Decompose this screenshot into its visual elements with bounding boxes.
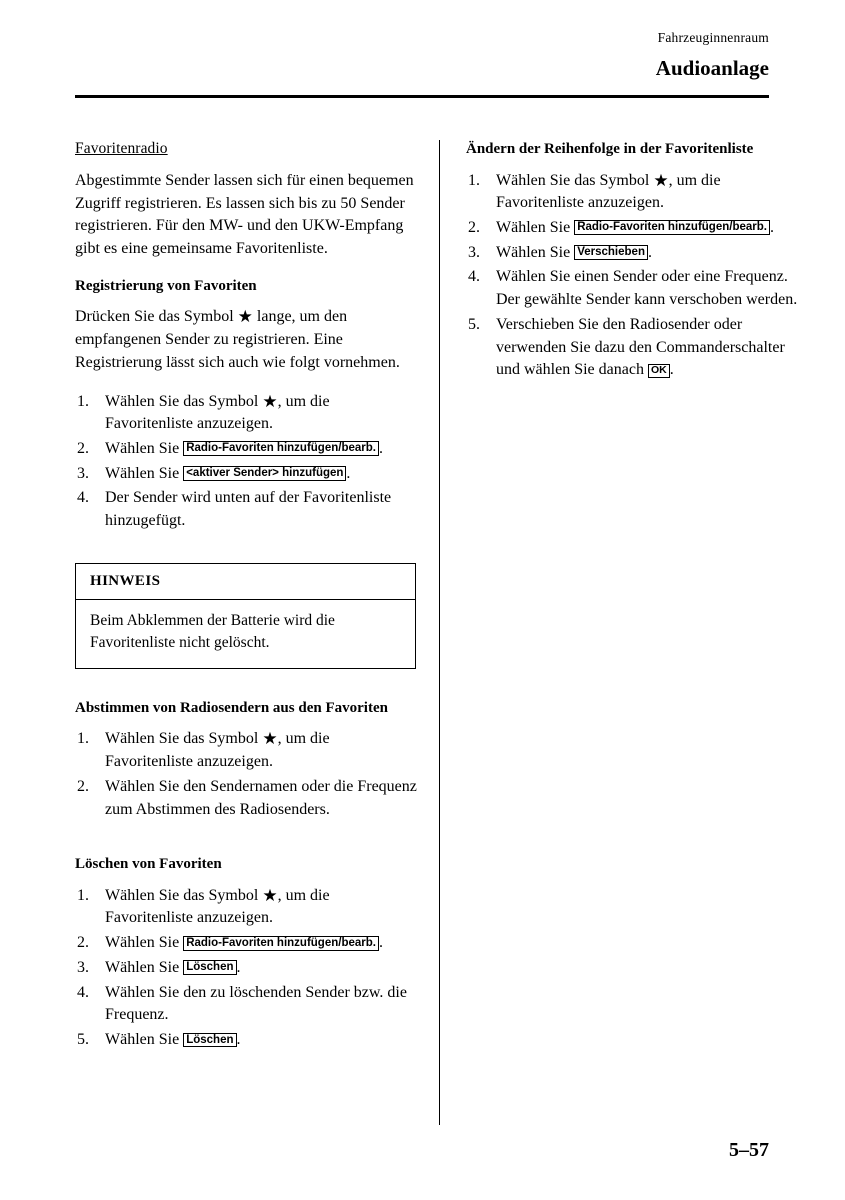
star-icon: ★ [262,729,278,750]
step-text-post: , um die Favoritenliste anzuzeigen. [105,392,330,433]
intro-paragraph: Abgestimmte Sender lassen sich für einen bequemen Zugriff registrieren. Es lassen sich bis zu 50 Sender registrieren. Für den MW- und den UKW-Empfang gibt es eine gemeinsame Favoritenliste. [75,172,414,258]
step-text-post: . [378,934,383,952]
ui-key-aktiver-sender-hinzufuegen[interactable]: <aktiver Sender> hinzufügen [183,466,346,481]
right-column [466,140,811,396]
step-text: Wählen Sie den zu löschenden Sender bzw. die Frequenz. [105,983,407,1024]
star-icon: ★ [262,885,278,906]
step-text: Wählen Sie [496,243,571,261]
step-text-post: . [236,1031,241,1049]
list-item [466,217,811,240]
step-text: Der Sender wird unten auf der Favoritenliste hinzugefügt. [105,489,392,530]
subsection-title-loeschen: Löschen von Favoriten [75,856,222,873]
step-text-post: , um die Favoritenliste anzuzeigen. [496,171,721,212]
list-item [466,266,811,311]
step-text: Wählen Sie [496,218,571,236]
left-column [75,140,420,1066]
star-icon: ★ [237,307,253,328]
list-item [75,487,420,532]
registrierung-paragraph [75,306,420,374]
step-text-post: . [236,958,241,976]
subsection-title-abstimmen: Abstimmen von Radiosendern aus den Favoriten [75,699,388,716]
step-text: Wählen Sie einen Sender oder eine Frequenz. Der gewählte Sender kann verschoben werden. [496,268,798,309]
ui-key-radio-favoriten-hinzufuegen[interactable]: Radio-Favoriten hinzufügen/bearb. [183,936,379,951]
step-text-post: , um die Favoritenliste anzuzeigen. [105,886,330,927]
subsection-title-registrierung: Registrierung von Favoriten [75,277,257,294]
note-box [75,563,416,669]
list-item [75,391,420,436]
list-item [75,438,420,461]
page-title: Audioanlage [655,56,769,80]
registrierung-paragraph-post: lange, um den empfangenen Sender zu registrieren. Eine Registrierung lässt sich auch wie folgt vornehmen. [75,308,400,371]
header-divider [75,95,769,98]
note-heading: HINWEIS [76,564,415,600]
list-item [75,463,420,486]
section-title-favoritenradio: Favoritenradio [75,140,168,157]
loeschen-steps [75,885,420,1052]
star-icon: ★ [262,391,278,412]
ui-key-loeschen[interactable]: Löschen [183,1033,236,1048]
step-text: Wählen Sie [105,464,180,482]
step-text-post: . [346,464,351,482]
step-text-post: . [769,218,774,236]
ui-key-verschieben[interactable]: Verschieben [574,245,648,260]
step-text: Verschieben Sie den Radiosender oder verwenden Sie dazu den Commanderschalter und wählen Sie danach [496,315,785,379]
ui-key-loeschen[interactable]: Löschen [183,960,236,975]
registrierung-paragraph-pre: Drücken Sie das Symbol [75,308,234,326]
step-text: Wählen Sie [105,1031,180,1049]
step-text: Wählen Sie den Sendernamen oder die Frequenz zum Abstimmen des Radiosenders. [105,777,417,818]
step-text: Wählen Sie das Symbol [496,171,650,189]
list-item [75,982,420,1027]
step-text-post: . [378,439,383,457]
step-text-post: . [669,361,674,379]
step-text: Wählen Sie das Symbol [105,392,259,410]
ui-key-radio-favoriten-hinzufuegen[interactable]: Radio-Favoriten hinzufügen/bearb. [574,220,770,235]
section-title-aendern-reihenfolge: Ändern der Reihenfolge in der Favoritenliste [466,141,754,157]
ui-key-radio-favoriten-hinzufuegen[interactable]: Radio-Favoriten hinzufügen/bearb. [183,441,379,456]
list-item [466,242,811,265]
list-item [75,728,420,773]
header-chapter: Fahrzeuginnenraum [657,30,769,45]
step-text: Wählen Sie das Symbol [105,730,259,748]
page-number: 5–57 [729,1139,769,1161]
list-item [75,957,420,980]
star-icon: ★ [653,170,669,191]
step-text: Wählen Sie [105,958,180,976]
note-text: Beim Abklemmen der Batterie wird die Favoritenliste nicht gelöscht. [90,611,335,651]
column-divider [439,140,440,1125]
list-item [466,170,811,215]
list-item [75,885,420,930]
abstimmen-steps [75,728,420,821]
step-text: Wählen Sie [105,439,180,457]
registrierung-steps [75,391,420,533]
step-text: Wählen Sie [105,934,180,952]
list-item [75,776,420,821]
step-text: Wählen Sie das Symbol [105,886,259,904]
list-item [75,1029,420,1052]
reihenfolge-steps [466,170,811,382]
step-text-post: . [647,243,652,261]
list-item [466,314,811,382]
ui-key-ok[interactable]: OK [648,364,670,378]
step-text-post: , um die Favoritenliste anzuzeigen. [105,730,330,771]
list-item [75,932,420,955]
